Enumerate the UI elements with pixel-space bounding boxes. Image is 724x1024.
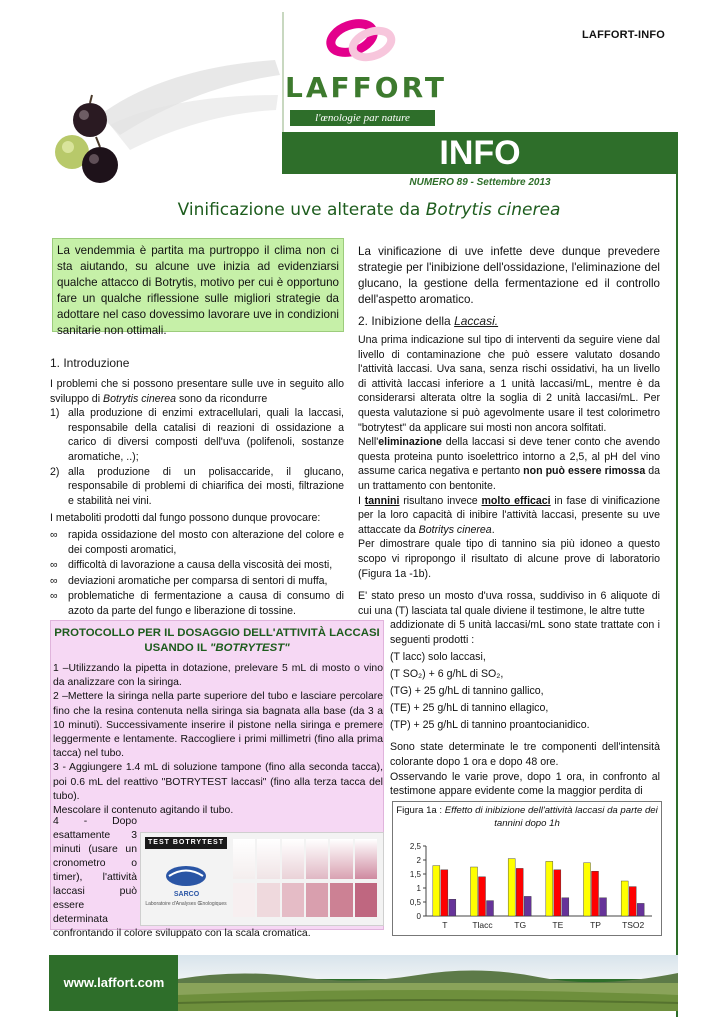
infinity-bullet-icon: ∞ bbox=[50, 559, 58, 572]
brand-name: LAFFORT bbox=[285, 71, 447, 104]
protocol-step: 2 –Mettere la siringa nella parte superiore del tubo e lasciare percolare fino che la resina contenuta nella siringa sia bagnata alla base (da 3 a 10 minuti). Successivamente inserire il pistone nella siringa e premere leggermente e lentamente. Raccogliere i primi millimetri (fino alla prima tacca) nel tubo. bbox=[53, 691, 383, 760]
protocol-step: Mescolare il contenuto agitando il tubo. bbox=[53, 805, 234, 817]
list-item-text: alla produzione di enzimi extracellulari, quali la laccasi, responsabile della catalisi di reazioni di ossidazione a carico di diversi composti dell'uva (polifenoli, sostanze aromatiche, ..); bbox=[68, 407, 344, 463]
color-scale bbox=[233, 839, 377, 919]
x-tick-label: TSO2 bbox=[622, 920, 645, 930]
y-tick-label: 0,5 bbox=[409, 898, 421, 907]
section2-p3-italic: Botritys cinerea bbox=[418, 523, 492, 536]
article-title bbox=[60, 200, 678, 220]
list-item bbox=[50, 528, 344, 557]
color-swatch bbox=[282, 839, 304, 879]
bar bbox=[508, 859, 515, 916]
frame-right-border bbox=[676, 132, 678, 1017]
section2-p2 bbox=[358, 435, 660, 493]
section1-p1-italic: Botrytis cinerea bbox=[103, 392, 177, 405]
section1-p1-text-end: sono da ricondurre bbox=[176, 392, 268, 405]
section1-p1-text: I problemi che si possono presentare sulle uve in seguito allo sviluppo di bbox=[50, 378, 344, 405]
y-tick-label: 2 bbox=[416, 856, 421, 865]
section2 bbox=[358, 314, 660, 799]
bar bbox=[600, 898, 607, 916]
section2-heading-text: 2. Inibizione della bbox=[358, 314, 455, 328]
protocol-title-text: PROTOCOLLO PER IL DOSAGGIO DELL'ATTIVITÀ LACCASI USANDO IL bbox=[54, 627, 380, 654]
y-tick-label: 0 bbox=[416, 912, 421, 921]
protocol-step: 1 –Utilizzando la pipetta in dotazione, prelevare 5 mL di mosto o vino da analizzare con la siringa. bbox=[53, 663, 383, 689]
section2-p2-text: Nell' bbox=[358, 436, 379, 449]
botrytest-kit-image bbox=[140, 832, 384, 926]
section2-p5b: addizionate di 5 unità laccasi/mL sono state trattate con i seguenti prodotti : bbox=[390, 619, 660, 646]
color-scale-row-top bbox=[233, 839, 377, 879]
list-item: (T SO₂) + 6 g/hL di SO₂, bbox=[390, 668, 504, 681]
intro-box: La vendemmia è partita ma purtroppo il clima non ci sta aiutando, su alcune uve inizia ad evidenziarsi qualche attacco di Botrytis, motivo per cui è opportuno fare un qualche riflessione sulle migliori strategie da adottare nel caso dovessimo lavorare uve in condizioni sanitarie non ottimali. bbox=[52, 238, 344, 332]
bar bbox=[554, 870, 561, 916]
section1-p1 bbox=[50, 377, 344, 406]
figure-caption-text: Effetto di inibizione dell'attività laccasi da parte dei tannini dopo 1h bbox=[444, 805, 658, 829]
list-item bbox=[50, 558, 344, 573]
section2-p3-bold: tannini bbox=[364, 494, 400, 507]
issue-number: NUMERO 89 - Settembre 2013 bbox=[409, 177, 551, 188]
figure-caption-label: Figura 1a : bbox=[396, 805, 445, 816]
bar bbox=[562, 898, 569, 916]
y-tick-label: 2,5 bbox=[409, 842, 421, 851]
bar bbox=[584, 863, 591, 916]
x-tick-label: TE bbox=[552, 920, 564, 930]
protocol-title bbox=[50, 626, 384, 656]
bar bbox=[629, 887, 636, 916]
protocol-title-italic: "BOTRYTEST" bbox=[210, 642, 290, 654]
infinity-bullet-icon: ∞ bbox=[50, 528, 58, 541]
section-title-bar: INFO bbox=[282, 132, 678, 174]
x-tick-label: TG bbox=[514, 920, 527, 930]
list-item bbox=[50, 406, 344, 464]
bar bbox=[637, 903, 644, 916]
bar bbox=[441, 870, 448, 916]
header-tag: LAFFORT-INFO bbox=[582, 29, 666, 41]
figure-caption bbox=[392, 805, 662, 830]
section2-p5: E' stato preso un mosto d'uva rossa, suddiviso in 6 aliquote di cui una (T) lasciata tal quale diviene il testimone, le altre tutte bbox=[358, 590, 660, 617]
section2-p2-text-mid: della laccasi si deve tener conto che avendo questa proteina punto isoelettrico intorno a 2,5, al pH del vino assume carica negativa e pertanto bbox=[358, 436, 660, 478]
x-tick-label: TP bbox=[590, 920, 601, 930]
section2-heading bbox=[358, 314, 660, 328]
header-frame-left bbox=[282, 12, 284, 132]
bar-chart bbox=[394, 838, 660, 934]
section1-heading: 1. Introduzione bbox=[50, 356, 130, 370]
protocol-step-4-text: 4 - Dopo esattamente 3 minuti (usare un cronometro o timer), l'attività laccasi può essere determinata confrontando il colore sviluppato con la scala cromatica. bbox=[53, 816, 311, 939]
section2-p3-text-2: risultano invece bbox=[399, 494, 482, 507]
color-swatch bbox=[233, 839, 255, 879]
bar bbox=[479, 877, 486, 916]
list-item bbox=[50, 574, 344, 589]
bar bbox=[546, 861, 553, 916]
bar bbox=[524, 896, 531, 916]
y-tick-label: 1 bbox=[416, 884, 421, 893]
list-item-text: difficoltà di lavorazione a causa della viscosità dei mosti, bbox=[68, 559, 333, 572]
color-swatch bbox=[355, 883, 377, 917]
list-item-number: 2) bbox=[50, 465, 60, 478]
color-swatch bbox=[282, 883, 304, 917]
section2-heading-italic: Laccasi. bbox=[454, 314, 499, 328]
y-tick-label: 1,5 bbox=[409, 870, 421, 879]
article-title-text: Vinificazione uve alterate da bbox=[177, 200, 426, 220]
section2-p1: Una prima indicazione sul tipo di interventi da seguire viene dal livello di contaminazione che può essere valutato dosando l'attività laccasi. Uva sana, senza rischi ossidativi, ha un livello di attività laccasi inferiore a 1 unità laccasi/mL, mentre è da considerarsi alterata oltre la soglia di 2 unità laccasi/mL. Per questa valutazione si può agevolmente usare il test colorimetro "botrytest" da applicare sui mosti non ancora solfitati. bbox=[358, 334, 660, 434]
right-lead-paragraph: La vinificazione di uve infette deve dunque prevedere strategie per l'inibizione dell'ossidazione, l'eliminazione del glucano, la gestione della fermentazione ed il controllo dell'aspetto aromatico. bbox=[358, 245, 660, 306]
section2-p4: Per dimostrare quale tipo di tannino sia più idoneo a questo scopo vi ripropongo il risultato di alcune prove di laboratorio (Figura 1a -1b). bbox=[358, 538, 660, 580]
section2-p7: Osservando le varie prove, dopo 1 ora, in confronto al testimone appare evidente come la maggior perdita di bbox=[390, 770, 660, 798]
section1-p2: I metaboliti prodotti dal fungo possono dunque provocare: bbox=[50, 512, 321, 525]
infinity-bullet-icon: ∞ bbox=[50, 590, 58, 603]
list-item: (TE) + 25 g/hL di tannino ellagico, bbox=[390, 702, 549, 715]
section2-p2-bold-2: non può essere rimossa bbox=[523, 465, 646, 478]
x-tick-label: Tlacc bbox=[472, 920, 493, 930]
kit-title: TEST BOTRYTEST bbox=[145, 837, 227, 849]
color-scale-row-bottom bbox=[233, 883, 377, 917]
footer-link[interactable]: www.laffort.com bbox=[63, 975, 165, 990]
list-item: (T lacc) solo laccasi, bbox=[390, 651, 486, 664]
section1 bbox=[50, 356, 344, 619]
color-swatch bbox=[257, 883, 279, 917]
laffort-logo-icon bbox=[322, 16, 402, 66]
list-item-text: problematiche di fermentazione a causa di consumo di azoto da parte del fungo e liberazione di tossine. bbox=[68, 590, 344, 617]
section1-bullet-list bbox=[50, 528, 344, 619]
bar bbox=[433, 866, 440, 916]
bar bbox=[592, 871, 599, 916]
color-swatch bbox=[306, 839, 328, 879]
bar bbox=[487, 901, 494, 916]
x-tick-label: T bbox=[442, 920, 448, 930]
list-item-number: 1) bbox=[50, 407, 60, 420]
section2-p3-text-3: in fase di vinificazione per la loro capacità di inibire l'attività laccasi, presente su uve attaccate da bbox=[358, 494, 661, 536]
list-item bbox=[50, 589, 344, 618]
section2-p3-text-end: . bbox=[491, 523, 495, 536]
vineyard-landscape-image bbox=[178, 955, 678, 1011]
treatment-list bbox=[358, 649, 660, 734]
grapes-illustration bbox=[40, 55, 290, 190]
bar bbox=[471, 867, 478, 916]
kit-brand: SARCO bbox=[173, 891, 200, 898]
list-item: (TG) + 25 g/hL di tannino gallico, bbox=[390, 685, 544, 698]
section1-numbered-list bbox=[50, 406, 344, 508]
color-swatch bbox=[330, 883, 352, 917]
section2-p2-bold: eliminazione bbox=[378, 436, 442, 449]
color-swatch bbox=[355, 839, 377, 879]
color-swatch bbox=[306, 883, 328, 917]
list-item-text: alla produzione di un polisaccaride, il glucano, responsabile di problemi di chiarifica dei mosti, filtrazione e stabilità nei vini. bbox=[68, 465, 344, 507]
infinity-bullet-icon: ∞ bbox=[50, 574, 58, 587]
section2-p3-text: I bbox=[358, 494, 365, 507]
list-item-text: deviazioni aromatiche per comparsa di sentori di muffa, bbox=[68, 574, 328, 587]
bar bbox=[621, 881, 628, 916]
list-item bbox=[50, 465, 344, 509]
protocol-step: 3 - Aggiungere 1.4 mL di soluzione tampone (fino alla seconda tacca), poi 0.6 mL del reattivo "BOTRYTEST laccasi" (fino alla terza tacca del tubo). bbox=[53, 762, 383, 802]
list-item-text: rapida ossidazione del mosto con alterazione del colore e dei composti aromatici, bbox=[68, 528, 344, 556]
section2-p2-text-end: da un trattamento con bentonite. bbox=[358, 465, 661, 492]
list-item: (TP) + 25 g/hL di tannino proantocianidico. bbox=[390, 719, 590, 732]
bar bbox=[516, 868, 523, 916]
protocol-steps bbox=[53, 662, 383, 818]
section2-p3 bbox=[358, 494, 660, 538]
section2-p6: Sono state determinate le tre componenti dell'intensità colorante dopo 1 ora e dopo 48 ore. bbox=[390, 741, 660, 769]
sarco-logo-icon bbox=[161, 863, 211, 889]
brand-tagline: l'œnologie par nature bbox=[290, 110, 435, 126]
color-swatch bbox=[257, 839, 279, 879]
color-swatch bbox=[233, 883, 255, 917]
section2-p3-bold-2: molto efficaci bbox=[481, 494, 551, 507]
kit-subtitle: Laboratoire d'Analyses Œnologiques bbox=[145, 901, 227, 907]
bar bbox=[449, 899, 456, 916]
article-title-italic: Botrytis cinerea bbox=[425, 200, 561, 220]
color-swatch bbox=[330, 839, 352, 879]
